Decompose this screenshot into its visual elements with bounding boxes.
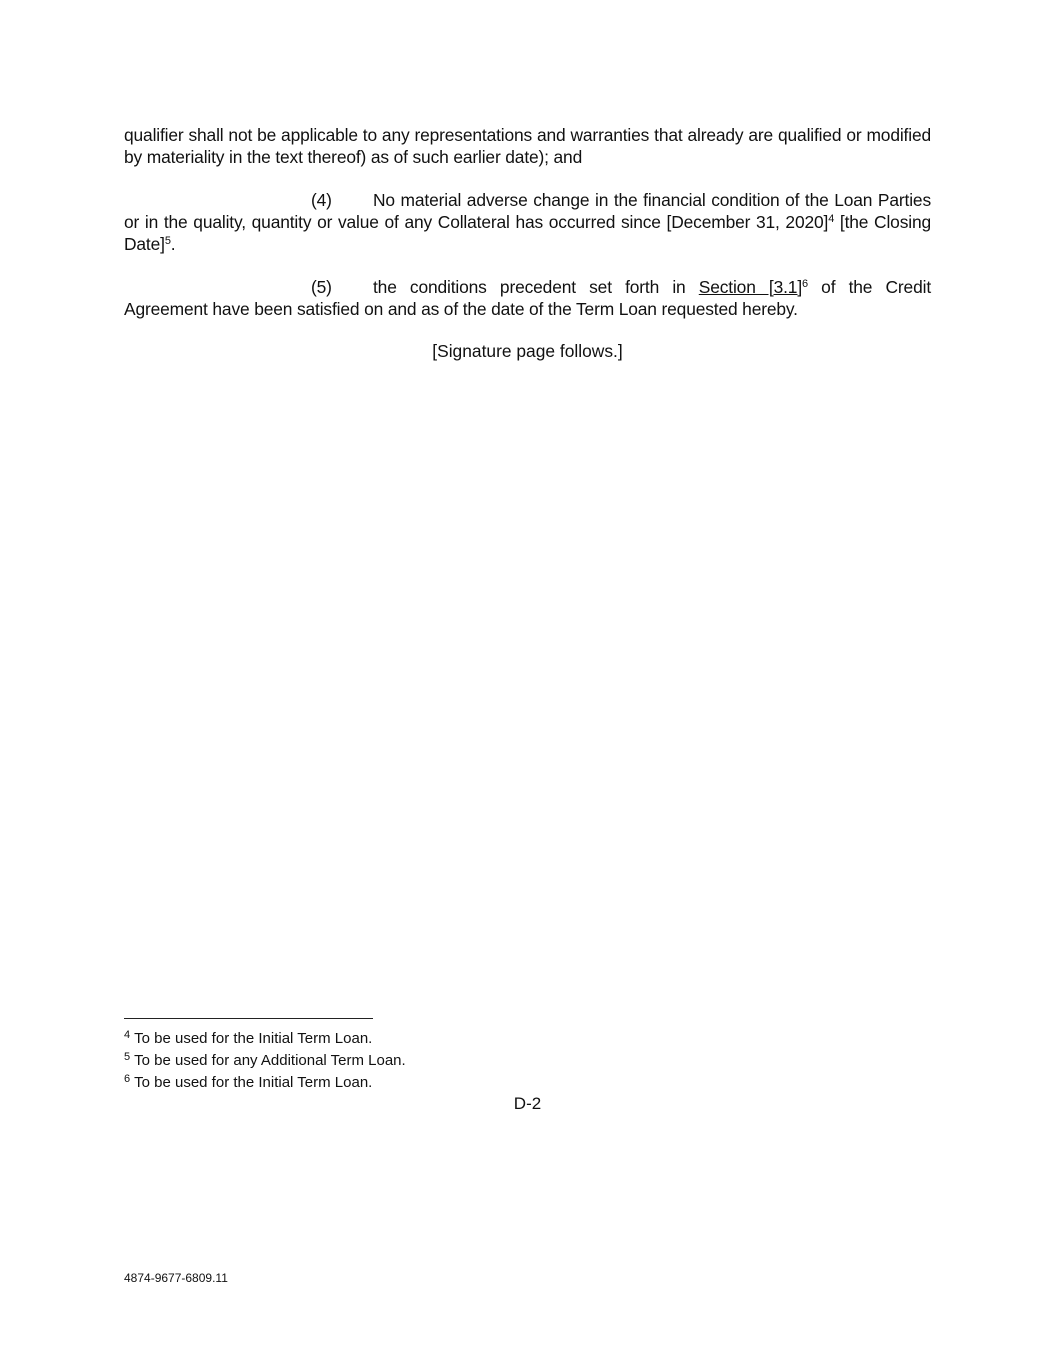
paragraph-text: qualifier shall not be applicable to any representations and warranties that already are qualified or modified by materiality in the text thereof) as of such earlier date); and — [124, 125, 931, 167]
footnote-number: 5 — [124, 1051, 131, 1063]
paragraph-text: of the Credit Agreement have been satisfied on and as of the date of the Term Loan requested hereby. — [124, 277, 931, 319]
paragraph-continuation — [124, 124, 931, 168]
paragraph-text: [the Closing Date] — [124, 212, 931, 254]
footnotes — [124, 1028, 406, 1094]
paragraph-text: . — [170, 234, 176, 254]
footnote-number: 6 — [124, 1073, 131, 1085]
footnote-divider — [124, 1018, 373, 1019]
footnote-text: To be used for any Additional Term Loan. — [134, 1052, 406, 1069]
paragraph-5 — [124, 276, 931, 320]
footnote-item — [124, 1050, 406, 1072]
footnote-ref-6[interactable]: 6 — [802, 278, 808, 290]
footnote-item — [124, 1072, 406, 1094]
signature-page-note: [Signature page follows.] — [432, 341, 623, 361]
section-reference-link[interactable]: Section [3.1] — [698, 277, 803, 297]
footnote-text: To be used for the Initial Term Loan. — [134, 1030, 373, 1047]
footnote-text: To be used for the Initial Term Loan. — [134, 1074, 373, 1091]
paragraph-number: (4) — [311, 190, 332, 210]
footnote-ref-4[interactable]: 4 — [828, 213, 835, 225]
document-id: 4874-9677-6809.11 — [124, 1271, 228, 1285]
paragraph-4 — [124, 189, 931, 255]
paragraph-number: (5) — [311, 277, 332, 297]
paragraph-text: the conditions precedent set forth in — [373, 277, 699, 297]
page-number: D-2 — [513, 1094, 542, 1113]
footnote-ref-5[interactable]: 5 — [164, 235, 171, 247]
footnote-item — [124, 1028, 406, 1050]
footnote-number: 4 — [124, 1029, 131, 1041]
paragraph-text: No material adverse change in the financial condition of the Loan Parties or in the quality, quantity or value of any Collateral has occurred since [December 31, 2020] — [124, 190, 931, 232]
